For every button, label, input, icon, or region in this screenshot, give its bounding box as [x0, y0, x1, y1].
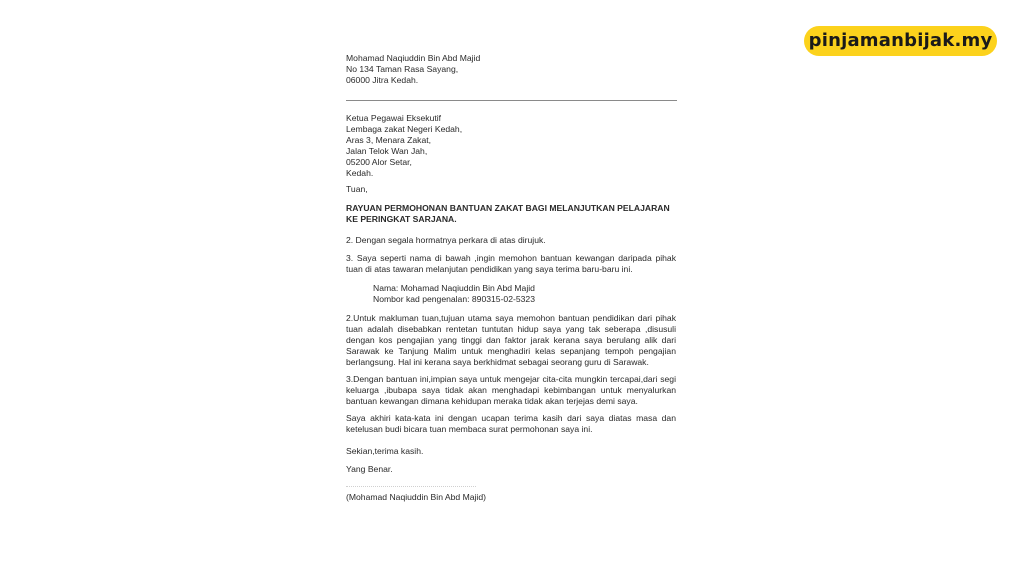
recipient-line-3: Aras 3, Menara Zakat, [346, 135, 432, 145]
subject-line-1: RAYUAN PERMOHONAN BANTUAN ZAKAT BAGI MELANJUTKAN PELAJARAN [346, 203, 670, 213]
salutation: Tuan, [346, 184, 368, 194]
applicant-ic-number: Nombor kad pengenalan: 890315-02-5323 [373, 294, 535, 304]
applicant-name: Nama: Mohamad Naqiuddin Bin Abd Majid [373, 283, 535, 293]
subject-line-2: KE PERINGKAT SARJANA. [346, 214, 457, 224]
recipient-line-1: Ketua Pegawai Eksekutif [346, 113, 442, 123]
signature-name: (Mohamad Naqiuddin Bin Abd Majid) [346, 492, 486, 502]
paragraph-4: 2.Untuk makluman tuan,tujuan utama saya memohon bantuan pendidikan dari pihak tuan adalah disebabkan rentetan tuntutan hidup saya yang tak seberapa ,disusuli dengan kos pengajian yang tinggi dan faktor jarak kerana saya berulang alik dari Sarawak ke Tanjung Malim untuk menghadiri kelas sepanjang tempoh pengajian berlangsung. Hal ini kerana saya berkhidmat sebagai seorang guru di Sarawak. [346, 313, 676, 367]
sender-address-1: No 134 Taman Rasa Sayang, [346, 64, 459, 74]
brand-badge: pinjamanbijak.my [804, 26, 997, 56]
paragraph-5: 3.Dengan bantuan ini,impian saya untuk mengejar cita-cita mungkin tercapai,dari segi keluarga ,ibubapa saya tidak akan menghadapi kebimbangan untuk menyalurkan bantuan kewangan dimana kehidupan meraka tidak akan terjejas demi saya. [346, 374, 676, 406]
recipient-line-4: Jalan Telok Wan Jah, [346, 146, 428, 156]
closing-regards: Yang Benar. [346, 464, 393, 474]
paragraph-3: 3. Saya seperti nama di bawah ,ingin memohon bantuan kewangan daripada pihak tuan di atas tawaran melanjutan pendidikan yang saya terima baru-baru ini. [346, 253, 676, 274]
header-divider [346, 100, 677, 101]
signature-line [346, 486, 476, 487]
paragraph-2: 2. Dengan segala hormatnya perkara di atas dirujuk. [346, 235, 546, 245]
closing-thanks: Sekian,terima kasih. [346, 446, 424, 456]
sender-name: Mohamad Naqiuddin Bin Abd Majid [346, 53, 481, 63]
recipient-line-6: Kedah. [346, 168, 374, 178]
recipient-line-5: 05200 Alor Setar, [346, 157, 412, 167]
paragraph-6: Saya akhiri kata-kata ini dengan ucapan terima kasih dari saya diatas masa dan ketelusan budi bicara tuan membaca surat permohonan saya ini. [346, 413, 676, 434]
recipient-line-2: Lembaga zakat Negeri Kedah, [346, 124, 463, 134]
sender-address-2: 06000 Jitra Kedah. [346, 75, 419, 85]
